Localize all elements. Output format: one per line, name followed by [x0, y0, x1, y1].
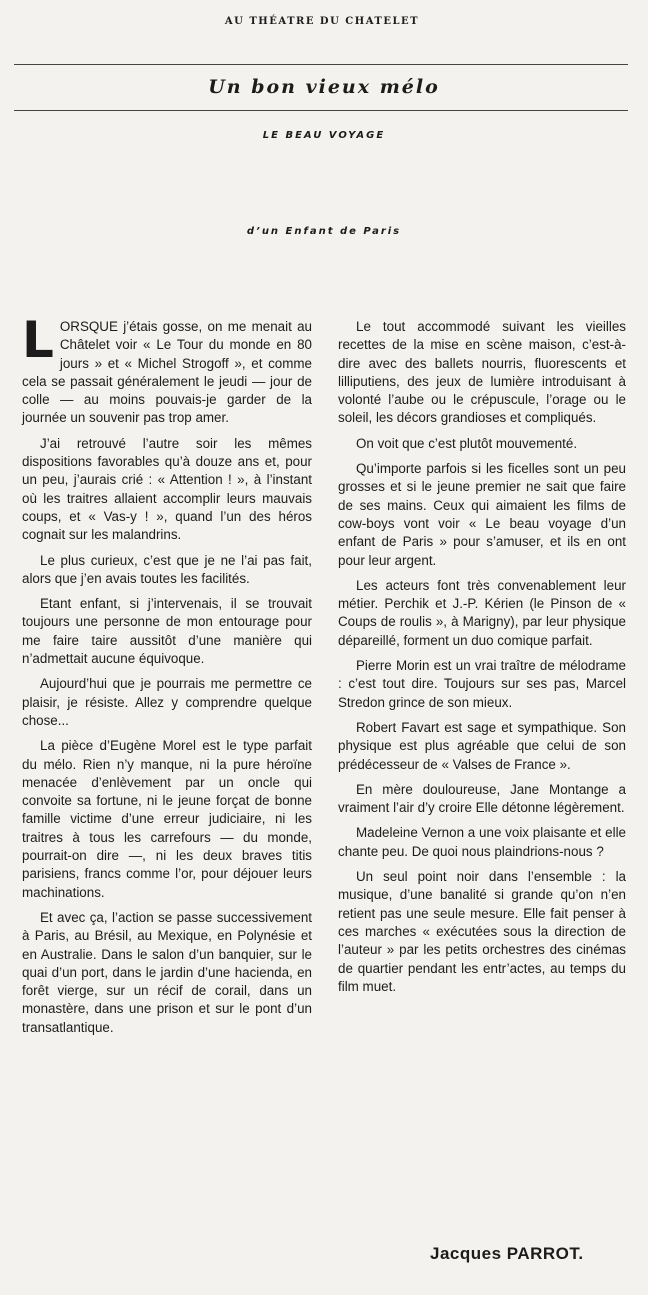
- kicker-heading: AU THÉATRE DU CHATELET: [224, 16, 420, 27]
- paragraph: Un seul point noir dans l’ensemble : la musique, d’une banalité si grande qu’on n’en retient pas une seule mesure. Elle fait penser à ces marches « exécutées sous la direction de l’auteur » par les petits orchestres des cinémas de quartier pendant les entr’actes, au temps du film muet.: [338, 869, 626, 994]
- headline-line-2: d’un Enfant de Paris: [246, 226, 402, 237]
- paragraph: Qu’importe parfois si les ficelles sont un peu grosses et si le jeune premier ne sait que faire de ses mains. Ceux qui aimaient les films de cow-boys vont voir « Le beau voyage d’un enfant de Paris » pour s’amuser, et ils en ont pour leur argent.: [338, 461, 626, 568]
- paragraph: Et avec ça, l’action se passe successivement à Paris, au Brésil, au Mexique, en Polynésie et en Australie. Dans le salon d’un banquier, sur le quai d’un port, dans le jardin d’une hacienda, en forêt vierge, sur un récif de corail, dans un monastère, dans une prison et sur le pont d’un transatlantique.: [22, 909, 312, 1035]
- paragraph: En mère douloureuse, Jane Montange a vraiment l’air d’y croire Elle détonne légèrement.: [338, 781, 626, 816]
- paragraph: La pièce d’Eugène Morel est le type parfait du mélo. Rien n’y manque, ni la pure héroïne menacée d’enlèvement par un oncle qui convoite sa fortune, ni le jeune forçat de bonne famille victime d’une erreur judiciaire, ni les traitres à tous les carrefours — du monde, pourrait-on dire —, ni les deux braves titis parisiens, francs comme l’or, pour déjouer leurs machinations.: [22, 738, 312, 900]
- paragraph: LORSQUE j’étais gosse, on me menait au Châtelet voir « Le Tour du monde en 80 jours » et « Michel Strogoff », et comme cela se passait généralement le jeudi — jour de colle — au moins pouvais-je garder de la journée un souvenir pas trop amer.: [22, 311, 312, 426]
- divider-rule: [14, 64, 628, 65]
- paragraph: Aujourd’hui que je pourrais me permettre ce plaisir, je résiste. Allez y comprendre quelque chose...: [22, 676, 312, 728]
- headline-line-1: LE BEAU VOYAGE: [262, 130, 386, 141]
- deck-subheading: Un bon vieux mélo: [208, 76, 440, 98]
- right-column: [338, 318, 626, 1003]
- paragraph: Robert Favart est sage et sympathique. Son physique est plus agréable que celui de son prédécesseur de « Valses de France ».: [338, 719, 626, 772]
- left-column: [22, 311, 312, 1044]
- paragraph: Le plus curieux, c’est que je ne l’ai pas fait, alors que j’en avais toutes les facilités.: [22, 552, 312, 586]
- paragraph: Le tout accommodé suivant les vieilles recettes de la mise en scène maison, c’est-à-dire avec des ballets nourris, fluorescents et lilliputiens, des jeux de lumière introduisant à volonté l’aube ou le crépuscule, l’orage ou le soleil, les décors grandioses et compliqués.: [338, 319, 626, 426]
- paragraph: Les acteurs font très convenablement leur métier. Perchik et J.-P. Kérien (le Pinson de « Coups de roulis », à Marigny), par leur physique dépareillé, forment un duo comique parfait.: [338, 577, 626, 648]
- paragraph: J’ai retrouvé l’autre soir les mêmes dispositions favorables qu’à douze ans et, pour un peu, j’aurais crié : « Attention ! », à l’instant où les traitres allaient accomplir leurs mauvais coups, et « Vas-y ! », quand l’un des héros cognait sur les malandrins.: [22, 435, 312, 543]
- paragraph: Etant enfant, si j’intervenais, il se trouvait toujours une personne de mon entourage pour me faire taire aussitôt d’une manière qui n’admettait aucune équivoque.: [22, 596, 312, 667]
- paragraph: On voit que c’est plutôt mouvementé.: [356, 435, 578, 451]
- paragraph: Pierre Morin est un vrai traître de mélodrame : c’est tout dire. Toujours sur ses pas, Marcel Stredon grince de son mieux.: [338, 658, 626, 710]
- paragraph: Madeleine Vernon a une voix plaisante et elle chante peu. De quoi nous plaindrions-nous ?: [338, 825, 626, 859]
- author-signature: Jacques PARROT.: [430, 1244, 584, 1263]
- divider-rule: [14, 110, 628, 111]
- drop-cap: L: [22, 311, 54, 369]
